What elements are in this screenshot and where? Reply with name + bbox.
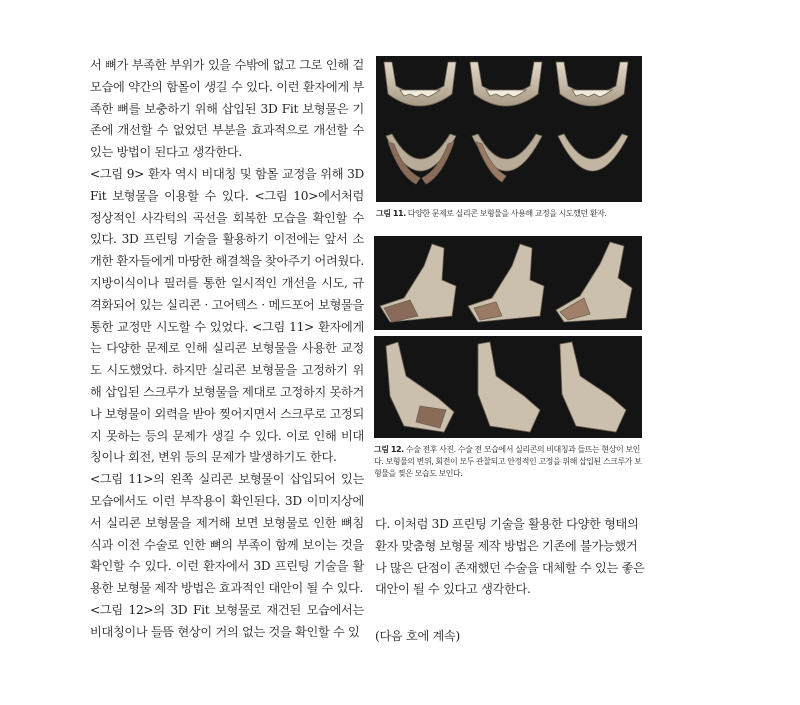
figure-12-caption-text: 수술 전후 사진. 수술 전 모습에서 실리콘의 비대칭과 들뜨는 현상이 보인다. 보형물의 변위, 회전이 모두 관찰되고 안정적인 고정을 위해 삽입된 스크루가 보형물을 찢은 모습도 보인다. xyxy=(374,445,642,478)
jaw-front-2 xyxy=(470,62,542,106)
paragraph: <그림 12>의 3D Fit 보형물로 재건된 모습에서는 비대칭이나 들뜸 현상이 거의 없는 것을 확인할 수 있 xyxy=(90,602,364,639)
figure-12-top-image xyxy=(374,236,642,330)
article-right-column xyxy=(375,514,647,601)
jaw-angle-1 xyxy=(386,342,454,432)
jaw-bottom-2 xyxy=(472,134,542,182)
figure-11-image xyxy=(376,56,642,202)
jaw-side-2 xyxy=(468,244,544,322)
jaw-side-3 xyxy=(556,242,632,322)
figure-12-caption xyxy=(374,444,646,480)
continued-note: (다음 호에 계속) xyxy=(375,629,460,643)
paragraph: <그림 9> 환자 역시 비대칭 및 함몰 교정을 위해 3D Fit 보형물을 이용할 수 있다. <그림 10>에서처럼 정상적인 사각턱의 곡선을 회복한 모습을 확인할 수 있다. 3D 프린팅 기술을 활용하기 이전에는 앞서 소개한 환자들에게 마땅한 해결책을 찾아주기 어려웠다. 지방이식이나 필러를 통한 일시적인 개선을 시도, 규격화되어 있는 실리콘 · 고어텍스 · 메드포어 보형물을 통한 교정만 시도할 수 있었다. <그림 11> 환자에게는 다양한 문제로 인해 실리콘 보형물을 사용한 교정도 시도했었다. 하지만 실리콘 보형물을 고정하기 위해 삽입된 스크루가 보형물을 제대로 고정하지 못하거나 보형물이 외력을 받아 찢어지면서 스크루로 고정되지 못하는 등의 문제가 생길 수 있다. 이로 인해 비대칭이나 회전, 변위 등의 문제가 발생하기도 한다. xyxy=(90,166,364,465)
figure-12-bottom-image xyxy=(374,336,642,438)
jaw-angle-3 xyxy=(560,342,626,432)
paragraph: 서 뼈가 부족한 부위가 있을 수밖에 없고 그로 인해 겉모습에 약간의 함몰이 생길 수 있다. 이런 환자에게 부족한 뼈를 보충하기 위해 삽입된 3D Fit 보형물은 기존에 개선할 수 없었던 부분을 효과적으로 개선할 수 있는 방법이 된다고 생각한다. xyxy=(90,58,364,160)
article-left-column xyxy=(90,55,364,644)
jaw-side-1 xyxy=(380,244,456,322)
jaw-angle-2 xyxy=(478,342,540,432)
jaw-bottom-3 xyxy=(558,134,628,171)
jaw-front-3 xyxy=(556,62,628,106)
jaw-bottom-1 xyxy=(386,134,456,184)
jaw-front-1 xyxy=(384,62,456,106)
figure-11-caption xyxy=(376,208,646,220)
figure-12-label: 그림 12. xyxy=(374,445,404,454)
paragraph: 다. 이처럼 3D 프린팅 기술을 활용한 다양한 형태의 환자 맞춤형 보형물 제작 방법은 기존에 불가능했거나 많은 단점이 존재했던 수술을 대체할 수 있는 좋은 대안이 될 수 있다고 생각한다. xyxy=(375,517,645,597)
figure-11-label: 그림 11. xyxy=(376,209,406,218)
paragraph: <그림 11>의 왼쪽 실리콘 보형물이 삽입되어 있는 모습에서도 이런 부작용이 확인된다. 3D 이미지상에서 실리콘 보형물을 제거해 보면 보형물로 인한 뼈침식과 이전 수술로 인한 뼈의 부족이 함께 보이는 것을 확인할 수 있다. 이런 환자에서 3D 프린팅 기술을 활용한 보형물 제작 방법은 효과적인 대안이 될 수 있다. xyxy=(90,472,364,596)
figure-11-caption-text: 다양한 문제로 실리콘 보형물을 사용해 교정을 시도했던 환자. xyxy=(405,209,607,218)
